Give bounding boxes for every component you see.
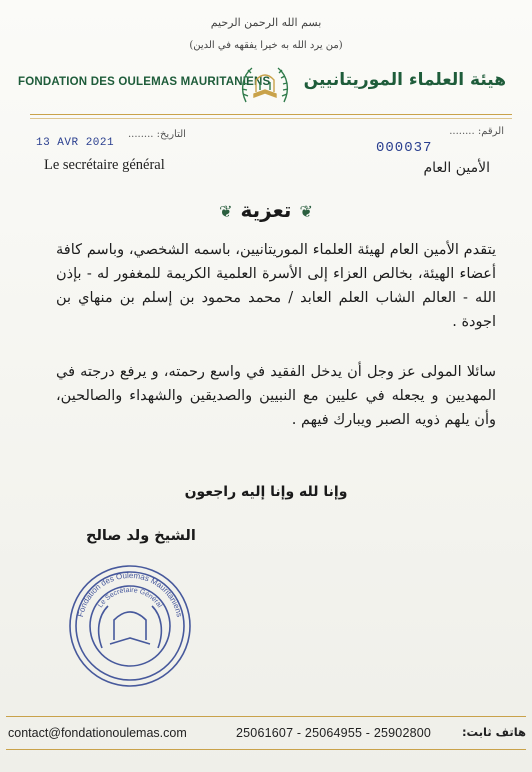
footer-phones: 25061607 - 25064955 - 25902800 — [236, 726, 432, 740]
foundation-logo-icon — [236, 62, 294, 106]
document-title — [0, 198, 532, 222]
stamp-inner-text: Le Secrétaire Général — [97, 586, 164, 610]
ornament-icon: ❦ — [299, 202, 313, 221]
date-label: التاريخ: ........ — [128, 129, 186, 140]
footer-divider-bottom — [6, 749, 526, 750]
footer-divider-top — [6, 716, 526, 717]
basmala: بسم الله الرحمن الرحيم — [210, 16, 322, 29]
header-divider-thin — [30, 118, 512, 119]
stamp-outer-text: Fondation des Oulemas Mauritaniens — [75, 570, 185, 618]
ornament-icon: ❦ — [219, 202, 233, 221]
official-stamp-icon — [66, 562, 194, 690]
closing-phrase: وإنا لله وإنا إليه راجعون — [184, 484, 348, 500]
footer-phone-label: هاتف ثابت: — [461, 725, 526, 739]
secretary-title-ar: الأمين العام — [423, 160, 490, 176]
date-stamp: 13 AVR 2021 — [36, 137, 115, 149]
signatory-name: الشيخ ولد صالح — [86, 528, 196, 544]
body-paragraph-2: سائلا المولى عز وجل أن يدخل الفقيد في واسع رحمته، و يرفع درجته في المهديين و يجعله في عليين مع النبيين والصديقين والشهداء والصالحين، وأن يلهم ذويه الصبر ويبارك فيهم . — [56, 364, 496, 428]
reference-label: الرقم: ........ — [449, 126, 504, 137]
secretary-title-fr: Le secrétaire général — [44, 157, 165, 173]
reference-number: 000037 — [376, 140, 433, 156]
header-divider — [30, 114, 512, 115]
title-text: تعزية — [240, 198, 292, 222]
body-paragraph-1: يتقدم الأمين العام لهيئة العلماء الموريتانيين، باسمه الشخصي، وباسم كافة أعضاء الهيئة، بخالص العزاء إلى الأسرة العلمية الكريمة للمغفور له - بإذن الله - العالم الشاب العلم العابد / محمد محمود بن إسلم بن منهاي بن اجودة . — [56, 242, 496, 330]
footer-email: contact@fondationoulemas.com — [8, 726, 187, 740]
hadith-quote: (من يرد الله به خيرا يفقهه في الدين) — [189, 40, 343, 51]
org-name-fr: FONDATION DES OULEMAS MAURITANIENS — [18, 76, 271, 88]
org-name-ar: هيئة العلماء الموريتانيين — [303, 70, 506, 90]
